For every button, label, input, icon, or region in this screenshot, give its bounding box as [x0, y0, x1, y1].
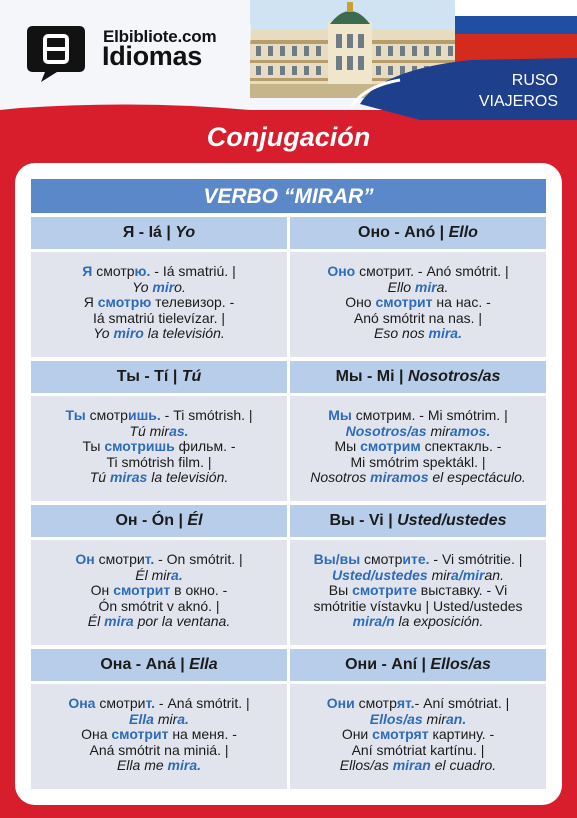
example-line: Ellos/as miran el cuadro.	[339, 757, 497, 773]
example-line: Tú miras la televisión.	[89, 469, 229, 485]
example-line: Ella mira.	[129, 710, 189, 727]
example-line: Она смотрит. - Aná smótrit. |	[68, 695, 250, 711]
example-line: Мы смотрим. - Mi smótrim. |	[328, 407, 508, 423]
conjugation-row	[31, 684, 546, 789]
audience-label: VIAJEROS	[478, 93, 558, 110]
conjugation-row	[31, 252, 546, 357]
example-line: Он смотрит. - On smótrit. |	[75, 551, 243, 567]
pronoun-header-row	[31, 649, 546, 681]
example-line: Ello mira.	[387, 278, 449, 295]
example-cell	[290, 684, 546, 789]
pronoun-header: Мы - Mi | Nosotros/as	[290, 361, 546, 393]
example-line: Мы смотрим спектакль. -	[334, 438, 502, 454]
example-line: Él mira.	[135, 566, 183, 583]
example-line: Eso nos mira.	[374, 325, 462, 341]
example-line: Он смотрит в окно. -	[90, 582, 228, 598]
example-line: Mi smótrim spektákl. |	[350, 453, 486, 470]
example-cell	[31, 684, 287, 789]
example-line: Ón smótrit v aknó. |	[98, 597, 220, 614]
example-line: Вы смотрите выставку. - Vi	[328, 582, 508, 598]
example-line: Вы/вы смотрите. - Vi smótritie. |	[313, 551, 523, 567]
example-cell	[31, 396, 287, 501]
example-line: mira/n la exposición.	[352, 613, 484, 629]
conjugation-row	[31, 540, 546, 645]
pronoun-header: Он - Ón | Él	[31, 505, 287, 537]
example-line: Iá smatriú tielevízar. |	[92, 309, 225, 326]
example-line: smótritie vístavku | Usted/ustedes	[313, 597, 523, 614]
example-line: Ella me mira.	[116, 757, 202, 773]
pronoun-header-row	[31, 505, 546, 537]
example-line: Они смотрят картину. -	[341, 726, 495, 742]
language-tag	[450, 62, 577, 114]
example-line: Ты смотришь фильм. -	[82, 438, 236, 454]
example-line: Она смотрит на меня. -	[81, 726, 237, 742]
example-line: Ti smótrish film. |	[106, 453, 212, 470]
conjugation-row	[31, 396, 546, 501]
example-line: Ты смотришь. - Ti smótrish. |	[65, 407, 253, 423]
logo-small-text: Elbibliote.com	[103, 27, 217, 46]
example-line: Anó smótrit na nas. |	[353, 309, 483, 326]
language-label: RUSO	[511, 72, 558, 89]
pronoun-header: Вы - Vi | Usted/ustedes	[290, 505, 546, 537]
example-line: Usted/ustedes mira/miran.	[332, 566, 504, 583]
pronoun-header: Ты - Tí | Tú	[31, 361, 287, 393]
logo-big-text: Idiomas	[102, 41, 202, 71]
example-cell	[290, 252, 546, 357]
example-line: Они смотрят.- Aní smótriat. |	[326, 695, 510, 711]
example-line: Я смотрю телевизор. -	[83, 294, 235, 310]
example-line: Yo miro.	[132, 278, 186, 295]
example-line: Ellos/as miran.	[369, 710, 467, 727]
pronoun-header: Оно - Anó | Ello	[290, 217, 546, 249]
example-line: Я смотрю. - Iá smatriú. |	[82, 263, 236, 279]
example-cell	[31, 540, 287, 645]
example-line: Tú miras.	[129, 422, 189, 439]
page-title: Conjugación	[206, 122, 371, 152]
pronoun-header: Я - Iá | Yo	[31, 217, 287, 249]
example-line: Él mira por la ventana.	[87, 613, 231, 629]
example-cell	[31, 252, 287, 357]
verb-header: VERBO “MIRAR”	[31, 179, 546, 213]
example-line: Yo miro la televisión.	[93, 325, 225, 341]
pronoun-header-row	[31, 217, 546, 249]
example-line: Оно смотрит на нас. -	[345, 294, 491, 310]
example-line: Оно смотрит. - Anó smótrit. |	[327, 263, 509, 279]
example-line: Aná smótrit na miniá. |	[89, 741, 229, 758]
pronoun-header: Она - Aná | Ella	[31, 649, 287, 681]
example-line: Nosotros/as miramos.	[345, 422, 491, 439]
pronoun-header: Они - Aní | Ellos/as	[290, 649, 546, 681]
example-cell	[290, 396, 546, 501]
example-line: Nosotros miramos el espectáculo.	[310, 469, 526, 485]
chat-bubble-logo-icon	[27, 24, 85, 82]
pronoun-header-row	[31, 361, 546, 393]
example-line: Aní smótriat kartínu. |	[351, 741, 485, 758]
example-cell	[290, 540, 546, 645]
header	[0, 0, 577, 128]
conjugation-table	[31, 179, 546, 789]
